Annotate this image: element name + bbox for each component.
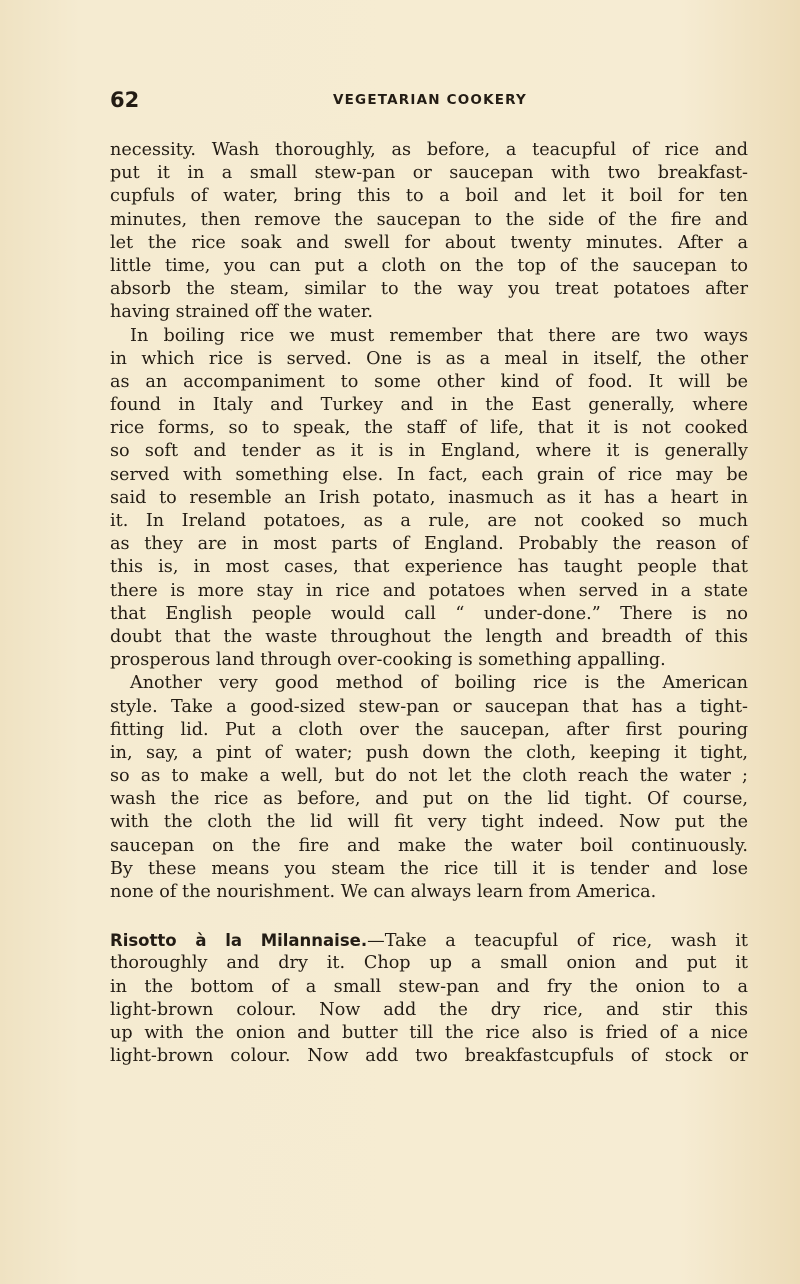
text-line: so soft and tender as it is in England, where it is generally: [110, 441, 748, 462]
text-line: found in Italy and Turkey and in the East generally, where: [110, 395, 748, 416]
text-line: in the bottom of a small stew-pan and fry the onion to a: [110, 976, 748, 997]
recipe-risotto: [110, 929, 748, 1068]
text-line: doubt that the waste throughout the length and breadth of this: [110, 626, 748, 647]
running-head: [110, 88, 750, 120]
text-line: up with the onion and butter till the rice also is fried of a nice: [110, 1022, 748, 1043]
section-gap: [110, 904, 748, 929]
text-line: served with something else. In fact, each grain of rice may be: [110, 464, 748, 485]
recipe-first-line: [110, 929, 748, 952]
text-line: light-brown colour. Now add two breakfastcupfuls of stock or: [110, 1046, 748, 1067]
text-line: minutes, then remove the saucepan to the side of the fire and: [110, 209, 748, 230]
text-line: rice forms, so to speak, the staff of life, that it is not cooked: [110, 418, 748, 439]
text-line: Another very good method of boiling rice is the American: [130, 673, 748, 694]
text-line: this is, in most cases, that experience has taught people that: [110, 557, 748, 578]
text-line: none of the nourishment. We can always learn from America.: [110, 882, 657, 902]
text-line: prosperous land through over-cooking is something appalling.: [110, 650, 666, 671]
page-number: 62: [110, 88, 140, 112]
recipe-title: Risotto à la Milannaise.: [110, 931, 368, 951]
text-line: In boiling rice we must remember that there are two ways: [130, 325, 748, 346]
paragraph-rice-soaking: [110, 139, 748, 325]
text-line: as they are in most parts of England. Probably the reason of: [110, 534, 748, 555]
paragraph-two-ways: [110, 325, 748, 673]
text-line: as an accompaniment to some other kind of food. It will be: [110, 371, 748, 392]
text-line: in which rice is served. One is as a meal in itself, the other: [110, 348, 748, 369]
text-line: thoroughly and dry it. Chop up a small onion and put it: [110, 953, 748, 974]
text-line: necessity. Wash thoroughly, as before, a teacupful of rice and: [110, 140, 748, 160]
text-line: light-brown colour. Now add the dry rice, and stir this: [110, 999, 748, 1020]
paragraph-american-style: [110, 672, 748, 904]
text-line: style. Take a good-sized stew-pan or saucepan that has a tight-: [110, 696, 748, 717]
text-line: let the rice soak and swell for about twenty minutes. After a: [110, 232, 748, 253]
text-line: wash the rice as before, and put on the lid tight. Of course,: [110, 789, 748, 810]
body-text: [110, 139, 748, 1068]
text-line: saucepan on the fire and make the water boil continuously.: [110, 835, 748, 856]
text-line: so as to make a well, but do not let the cloth reach the water ;: [110, 766, 748, 787]
text-line: fitting lid. Put a cloth over the saucepan, after first pouring: [110, 719, 748, 740]
text-line: By these means you steam the rice till it is tender and lose: [110, 858, 748, 879]
text-line: absorb the steam, similar to the way you treat potatoes after: [110, 279, 748, 300]
text-line: put it in a small stew-pan or saucepan with two breakfast-: [110, 163, 748, 184]
text-line: cupfuls of water, bring this to a boil and let it boil for ten: [110, 186, 748, 207]
running-title: VEGETARIAN COOKERY: [332, 92, 528, 108]
text-line: little time, you can put a cloth on the top of the saucepan to: [110, 255, 748, 276]
text-line: there is more stay in rice and potatoes when served in a state: [110, 580, 748, 601]
text-line: in, say, a pint of water; push down the cloth, keeping it tight,: [110, 742, 748, 763]
text-line: that English people would call “ under-done.” There is no: [110, 603, 748, 624]
text-line: said to resemble an Irish potato, inasmuch as it has a heart in: [110, 487, 748, 508]
text-line: with the cloth the lid will fit very tight indeed. Now put the: [110, 812, 748, 833]
text-line: having strained off the water.: [110, 302, 373, 323]
recipe-intro: —Take a teacupful of rice, wash it: [367, 931, 748, 952]
text-line: it. In Ireland potatoes, as a rule, are not cooked so much: [110, 511, 748, 531]
